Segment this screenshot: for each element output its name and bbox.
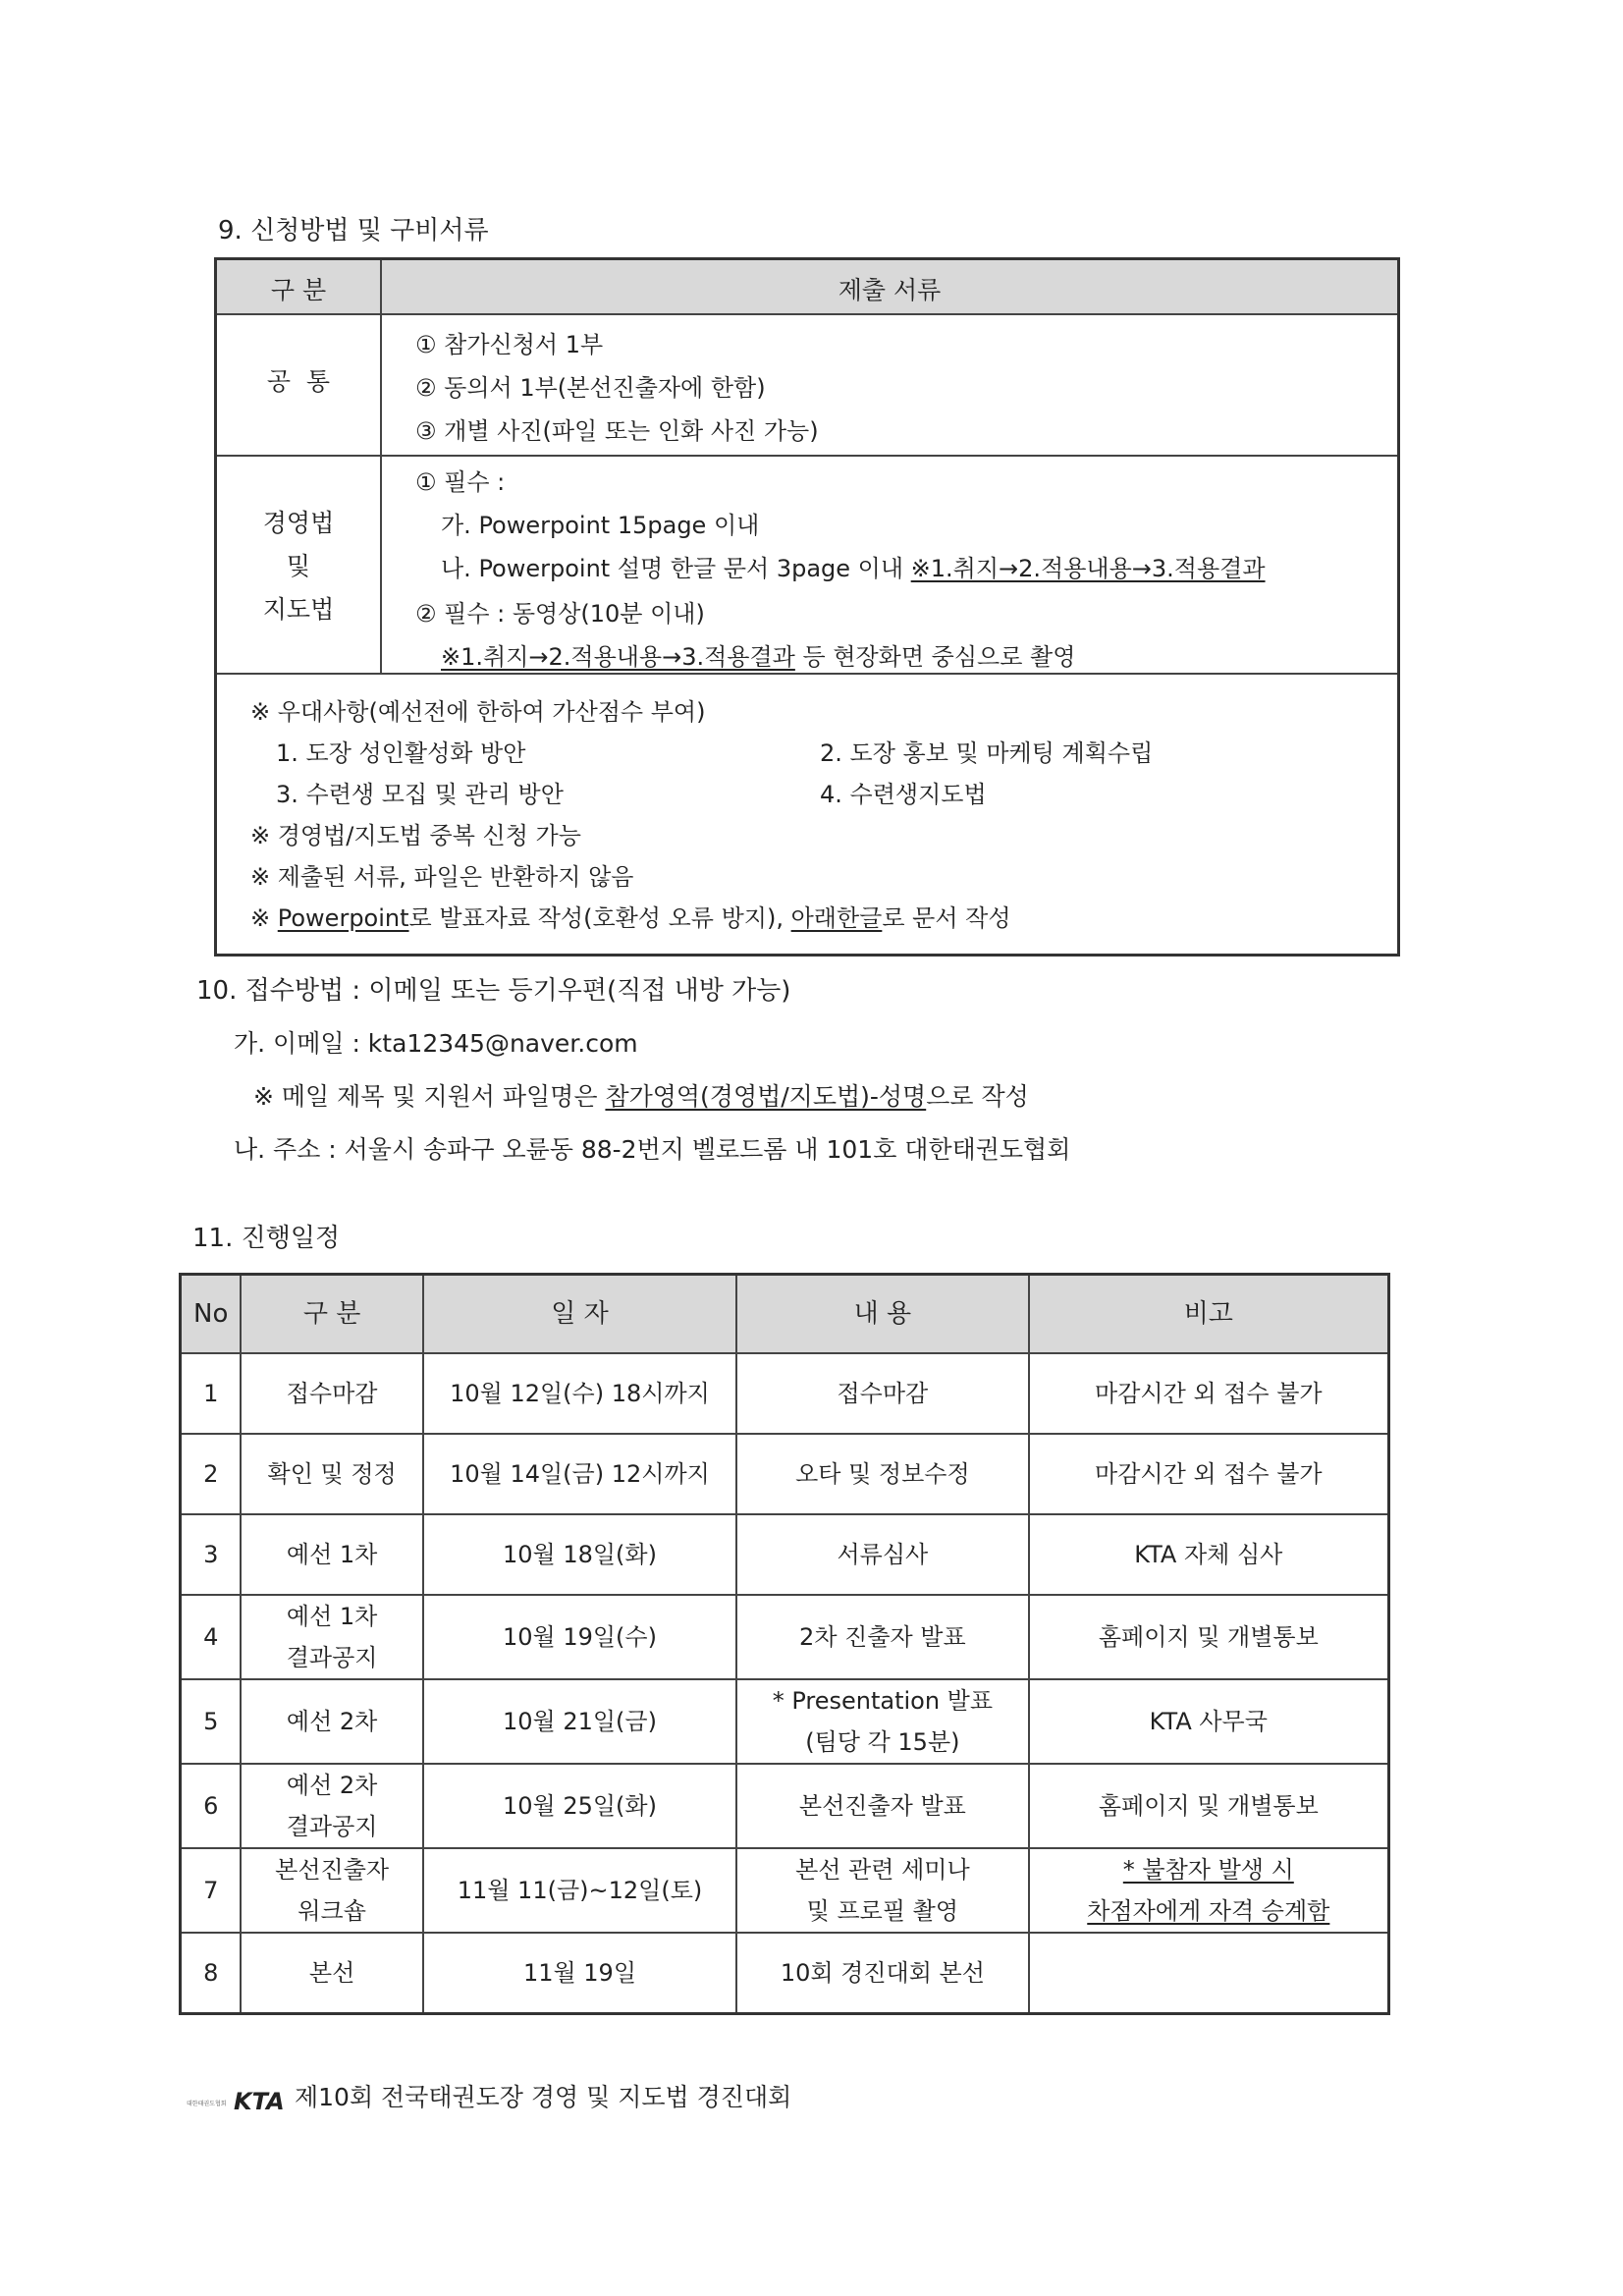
row-content: [736, 1514, 1028, 1595]
content-text: 본선 관련 세미나: [795, 1856, 970, 1884]
row-note: [1029, 1933, 1389, 2014]
note-text: * 불참자 발생 시: [1122, 1856, 1294, 1884]
content-text: 및 프로필 촬영: [806, 1897, 959, 1925]
row-date: 10월 14일(금) 12시까지: [423, 1434, 736, 1514]
email-note: [253, 1077, 1029, 1113]
application-docs-table: [214, 257, 1400, 957]
mgmt-label: 경영법: [262, 509, 335, 537]
row-content: [736, 1764, 1028, 1848]
table-row: [181, 1764, 1389, 1848]
table-row: [181, 1595, 1389, 1679]
category-text: 예선 1차: [286, 1603, 378, 1630]
content-text: 2차 진출자 발표: [799, 1623, 966, 1651]
content-text: (팀당 각 15분): [805, 1728, 960, 1756]
subject-format: 참가영역(경영법/지도법)-성명: [605, 1082, 927, 1111]
category-text: 본선진출자: [275, 1856, 390, 1884]
content-text: * Presentation 발표: [772, 1687, 994, 1715]
column-divider: [380, 260, 382, 673]
row-note: [1029, 1434, 1389, 1514]
mgmt-line: ② 필수 : 동영상(10분 이내): [415, 600, 705, 628]
table-row: [181, 1514, 1389, 1595]
table-row: [181, 1933, 1389, 2014]
category-text: 예선 1차: [286, 1541, 378, 1568]
row-note: [1029, 1514, 1389, 1595]
category-text: 결과공지: [286, 1813, 378, 1840]
row-content: [736, 1595, 1028, 1679]
kta-logo-icon: [187, 2086, 289, 2115]
row-date: 11월 19일: [423, 1933, 736, 2014]
preference-item: 4. 수련생지도법: [820, 781, 987, 808]
table-row: [181, 1353, 1389, 1434]
powerpoint-text: Powerpoint: [277, 904, 409, 932]
common-item: ① 참가신청서 1부: [415, 331, 604, 358]
category-text: 본선: [308, 1959, 355, 1987]
note-text: 홈페이지 및 개별통보: [1098, 1623, 1319, 1651]
content-text: 10회 경진대회 본선: [780, 1959, 985, 1987]
mgmt-process-note: ※1.취지→2.적용내용→3.적용결과: [910, 555, 1266, 582]
header-category: 구 분: [241, 1275, 422, 1354]
preference-item: 1. 도장 성인활성화 방안: [276, 739, 526, 767]
svg-text:대한태권도협회: 대한태권도협회: [187, 2101, 227, 2107]
note-text: 마감시간 외 접수 불가: [1095, 1460, 1323, 1488]
row-no: 4: [181, 1595, 242, 1679]
note-text: 로 문서 작성: [882, 904, 1011, 932]
mgmt-line: 가. Powerpoint 15page 이내: [441, 512, 760, 539]
row-note: [1029, 1848, 1389, 1933]
row-date: 10월 12일(수) 18시까지: [423, 1353, 736, 1434]
row-no: 5: [181, 1679, 242, 1764]
category-text: 예선 2차: [286, 1772, 378, 1799]
row-note: [1029, 1353, 1389, 1434]
mgmt-text: 나. Powerpoint 설명 한글 문서 3page 이내: [441, 555, 911, 582]
kta-logo: [187, 2086, 289, 2119]
footer-title: 제10회 전국태권도장 경영 및 지도법 경진대회: [295, 2083, 792, 2111]
note-item: ※ 제출된 서류, 파일은 반환하지 않음: [250, 863, 634, 891]
preference-item: 3. 수련생 모집 및 관리 방안: [276, 781, 564, 808]
mgmt-line: ① 필수 :: [415, 468, 506, 496]
note-text: 마감시간 외 접수 불가: [1095, 1380, 1323, 1407]
schedule-table: [179, 1273, 1390, 2015]
category-text: 예선 2차: [286, 1708, 378, 1735]
common-label: 공 통: [266, 367, 331, 396]
category-text: 확인 및 정정: [267, 1460, 397, 1488]
note-text: 차점자에게 자격 승계함: [1087, 1897, 1330, 1925]
common-item: ③ 개별 사진(파일 또는 인화 사진 가능): [415, 417, 819, 445]
row-category: [241, 1434, 422, 1514]
row-category: [241, 1764, 422, 1848]
row-content: [736, 1353, 1028, 1434]
email-line: 가. 이메일 : kta12345@naver.com: [234, 1029, 638, 1058]
table-row: [181, 1848, 1389, 1933]
common-item: ② 동의서 1부(본선진출자에 한함): [415, 374, 766, 402]
section-11-title: 11. 진행일정: [192, 1224, 341, 1253]
row-note: [1029, 1595, 1389, 1679]
header-no: No: [181, 1275, 242, 1354]
row-category: [241, 1514, 422, 1595]
row-date: 10월 19일(수): [423, 1595, 736, 1679]
row-category: [241, 1595, 422, 1679]
section-10-title: 10. 접수방법 : 이메일 또는 등기우편(직접 내방 가능): [196, 976, 791, 1006]
row-date: 10월 25일(화): [423, 1764, 736, 1848]
row-content: [736, 1933, 1028, 2014]
note-text: KTA 사무국: [1149, 1708, 1268, 1735]
svg-text:KTA: KTA: [234, 2088, 285, 2115]
row-content: [736, 1434, 1028, 1514]
row-no: 1: [181, 1353, 242, 1434]
table-header-row: [181, 1275, 1389, 1354]
header-category: 구 분: [270, 276, 327, 304]
row-category: [241, 1679, 422, 1764]
preference-item: 2. 도장 홍보 및 마케팅 계획수립: [820, 739, 1154, 767]
row-category: [241, 1933, 422, 2014]
table-row: [181, 1679, 1389, 1764]
row-no: 6: [181, 1764, 242, 1848]
header-docs: 제출 서류: [838, 276, 942, 304]
row-no: 7: [181, 1848, 242, 1933]
mgmt-line: [441, 637, 1075, 672]
note-mark: ※: [250, 904, 278, 932]
content-text: 오타 및 정보수정: [795, 1460, 970, 1488]
row-content: [736, 1679, 1028, 1764]
mgmt-process-note: ※1.취지→2.적용내용→3.적용결과: [441, 643, 795, 671]
table-row: [181, 1434, 1389, 1514]
hwp-text: 아래한글: [790, 904, 883, 932]
note-text: KTA 자체 심사: [1134, 1541, 1283, 1568]
category-text: 결과공지: [286, 1644, 378, 1671]
row-note: [1029, 1679, 1389, 1764]
row-note: [1029, 1764, 1389, 1848]
row-no: 3: [181, 1514, 242, 1595]
row-no: 8: [181, 1933, 242, 2014]
content-text: 서류심사: [837, 1541, 929, 1568]
row-content: [736, 1848, 1028, 1933]
mgmt-label: 및: [286, 552, 311, 580]
mgmt-text: 등 현장화면 중심으로 촬영: [794, 643, 1076, 671]
row-date: 11월 11(금)~12일(토): [423, 1848, 736, 1933]
content-text: 본선진출자 발표: [798, 1792, 966, 1820]
category-text: 워크숍: [298, 1897, 366, 1925]
category-text: 접수마감: [286, 1380, 378, 1407]
note-text: ※ 메일 제목 및 지원서 파일명은: [253, 1082, 606, 1111]
mgmt-label: 지도법: [262, 595, 335, 624]
table-header: [217, 260, 1397, 315]
note-text: 홈페이지 및 개별통보: [1098, 1792, 1319, 1820]
row-divider: [217, 455, 1397, 457]
row-date: 10월 21일(금): [423, 1679, 736, 1764]
header-date: 일 자: [423, 1275, 736, 1354]
row-category: [241, 1353, 422, 1434]
content-text: 접수마감: [837, 1380, 929, 1407]
note-text: 으로 작성: [926, 1082, 1029, 1111]
mgmt-line: [441, 549, 1266, 583]
section-9-title: 9. 신청방법 및 구비서류: [218, 216, 489, 246]
address-line: 나. 주소 : 서울시 송파구 오륜동 88-2번지 벨로드롬 내 101호 대한태권도협회: [234, 1135, 1071, 1164]
note-item: ※ 경영법/지도법 중복 신청 가능: [250, 822, 581, 849]
header-content: 내 용: [736, 1275, 1028, 1354]
note-text: 로 발표자료 작성(호환성 오류 방지),: [408, 904, 791, 932]
preference-note: ※ 우대사항(예선전에 한하여 가산점수 부여): [250, 698, 706, 726]
row-no: 2: [181, 1434, 242, 1514]
row-category: [241, 1848, 422, 1933]
row-date: 10월 18일(화): [423, 1514, 736, 1595]
row-divider: [217, 673, 1397, 675]
header-note: 비고: [1029, 1275, 1389, 1354]
note-item: [250, 899, 1011, 933]
